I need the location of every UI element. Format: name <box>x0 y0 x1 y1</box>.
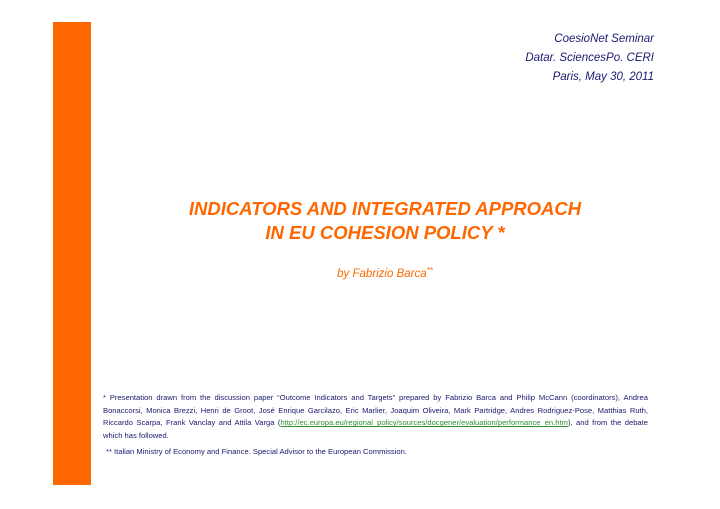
footnote-text-before: * Presentation drawn from the discussion paper “Outcome Indicators and Targets” prepared by Fabrizio Barca and Philip McCann (coordinators), Andrea Bonaccorsi, Monica Brezzi, Henri de Groot, José Enrique Garcilazo, Eric Marlier, Joaquim Oliveira, Mark Partridge, Andres Rodriguez-Pose, Matthias Ruth, Riccardo Scarpa, Frank Vanclay and Attila Varga ( <box>103 393 648 428</box>
author-line <box>100 266 670 280</box>
header-line-1: CoesioNet Seminar <box>554 33 654 45</box>
title-line-1: INDICATORS AND INTEGRATED APPROACH <box>188 198 582 219</box>
footnote-text-after: ), and from the debate which has followed. <box>103 418 648 440</box>
footnote-affiliation: ** Italian Ministry of Economy and Finance. Special Advisor to the European Commission. <box>106 447 407 456</box>
footnote-source <box>103 392 648 442</box>
presentation-title <box>100 197 670 245</box>
author-footnote-mark: ** <box>426 266 433 275</box>
author-name: by Fabrizio Barca <box>337 268 427 280</box>
footnote-link[interactable]: http://ec.europa.eu/regional_policy/sources/docgener/evaluation/performance_en.htm <box>280 418 568 428</box>
seminar-header <box>525 30 654 87</box>
title-line-2: IN EU COHESION POLICY * <box>265 222 505 243</box>
header-line-3: Paris, May 30, 2011 <box>552 71 654 83</box>
header-line-2: Datar. SciencesPo. CERI <box>525 52 654 64</box>
orange-side-bar <box>53 22 91 485</box>
